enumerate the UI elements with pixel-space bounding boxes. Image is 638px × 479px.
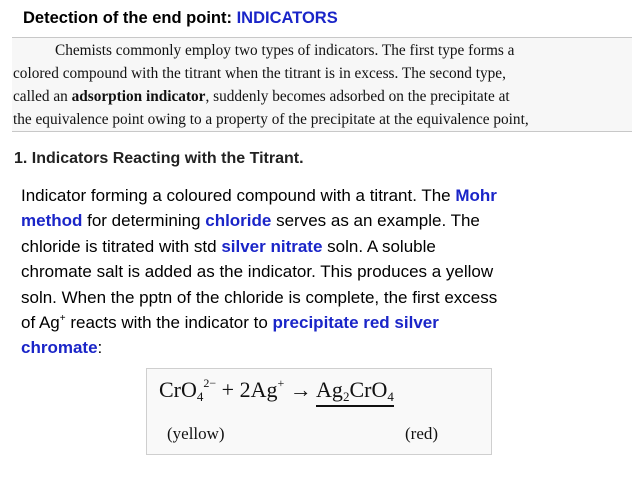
scan-term-adsorption-indicator: adsorption indicator [71, 88, 206, 105]
scanned-textbook-excerpt [12, 37, 632, 132]
product-part: Ag [316, 377, 343, 402]
body-line-1 [21, 183, 626, 208]
scan-line-3-post: , suddenly becomes adsorbed on the precipitate at [205, 88, 510, 105]
body-text: Indicator forming a coloured compound with a titrant. The [21, 186, 456, 205]
body-line-6 [21, 310, 626, 335]
reactant-chromate: CrO [159, 377, 197, 402]
term-silver-nitrate: silver nitrate [221, 236, 323, 256]
title-prefix: Detection of the end point: [23, 9, 237, 27]
section-heading: 1. Indicators Reacting with the Titrant. [14, 150, 304, 167]
subscript: 4 [387, 389, 394, 404]
scan-line-3-pre: called an [13, 88, 72, 105]
slide-title [23, 9, 623, 28]
term-mohr: Mohr [455, 186, 497, 205]
body-text: chloride is titrated with std [21, 236, 222, 256]
subscript: 2 [342, 389, 350, 404]
reactant-silver: + 2Ag [216, 377, 278, 402]
body-line-5: soln. When the pptn of the chloride is complete, the first excess [21, 287, 498, 307]
colon: : [97, 338, 103, 358]
label-red: (red) [405, 424, 439, 443]
product-silver-chromate [316, 377, 394, 407]
subscript: 4 [196, 389, 204, 404]
ag-charge: + [59, 313, 66, 325]
scan-line-2: colored compound with the titrant when the titrant is in excess. The second type, [13, 65, 506, 82]
label-yellow: (yellow) [167, 424, 225, 443]
body-text: of Ag [21, 313, 60, 333]
body-text: reacts with the indicator to [65, 313, 273, 333]
scan-line-3 [13, 85, 632, 108]
reaction-equation-image [146, 368, 492, 455]
charge: + [277, 376, 285, 390]
body-text: serves as an example. The [271, 211, 480, 231]
reaction-arrow: → [284, 377, 317, 402]
term-chloride: chloride [205, 211, 272, 231]
term-method: method [21, 211, 83, 231]
reaction-formula [159, 377, 394, 403]
scan-line-1: Chemists commonly employ two types of indicators. The first type forms a [55, 42, 515, 59]
body-line-7 [21, 335, 626, 360]
term-precipitate-red-silver: precipitate red silver [272, 313, 439, 333]
body-line-3 [21, 234, 626, 259]
term-chromate: chromate [21, 338, 98, 358]
body-text: for determining [82, 211, 206, 231]
charge: 2− [203, 376, 217, 390]
body-text: soln. A soluble [322, 236, 436, 256]
scan-line-4: the equivalence point owing to a property of the precipitate at the equivalence point, [13, 111, 529, 128]
title-accent: INDICATORS [236, 9, 338, 27]
product-part: CrO [349, 377, 388, 402]
body-line-2 [21, 208, 626, 233]
body-line-4: chromate salt is added as the indicator. This produces a yellow [21, 262, 494, 282]
body-paragraph [21, 183, 626, 361]
